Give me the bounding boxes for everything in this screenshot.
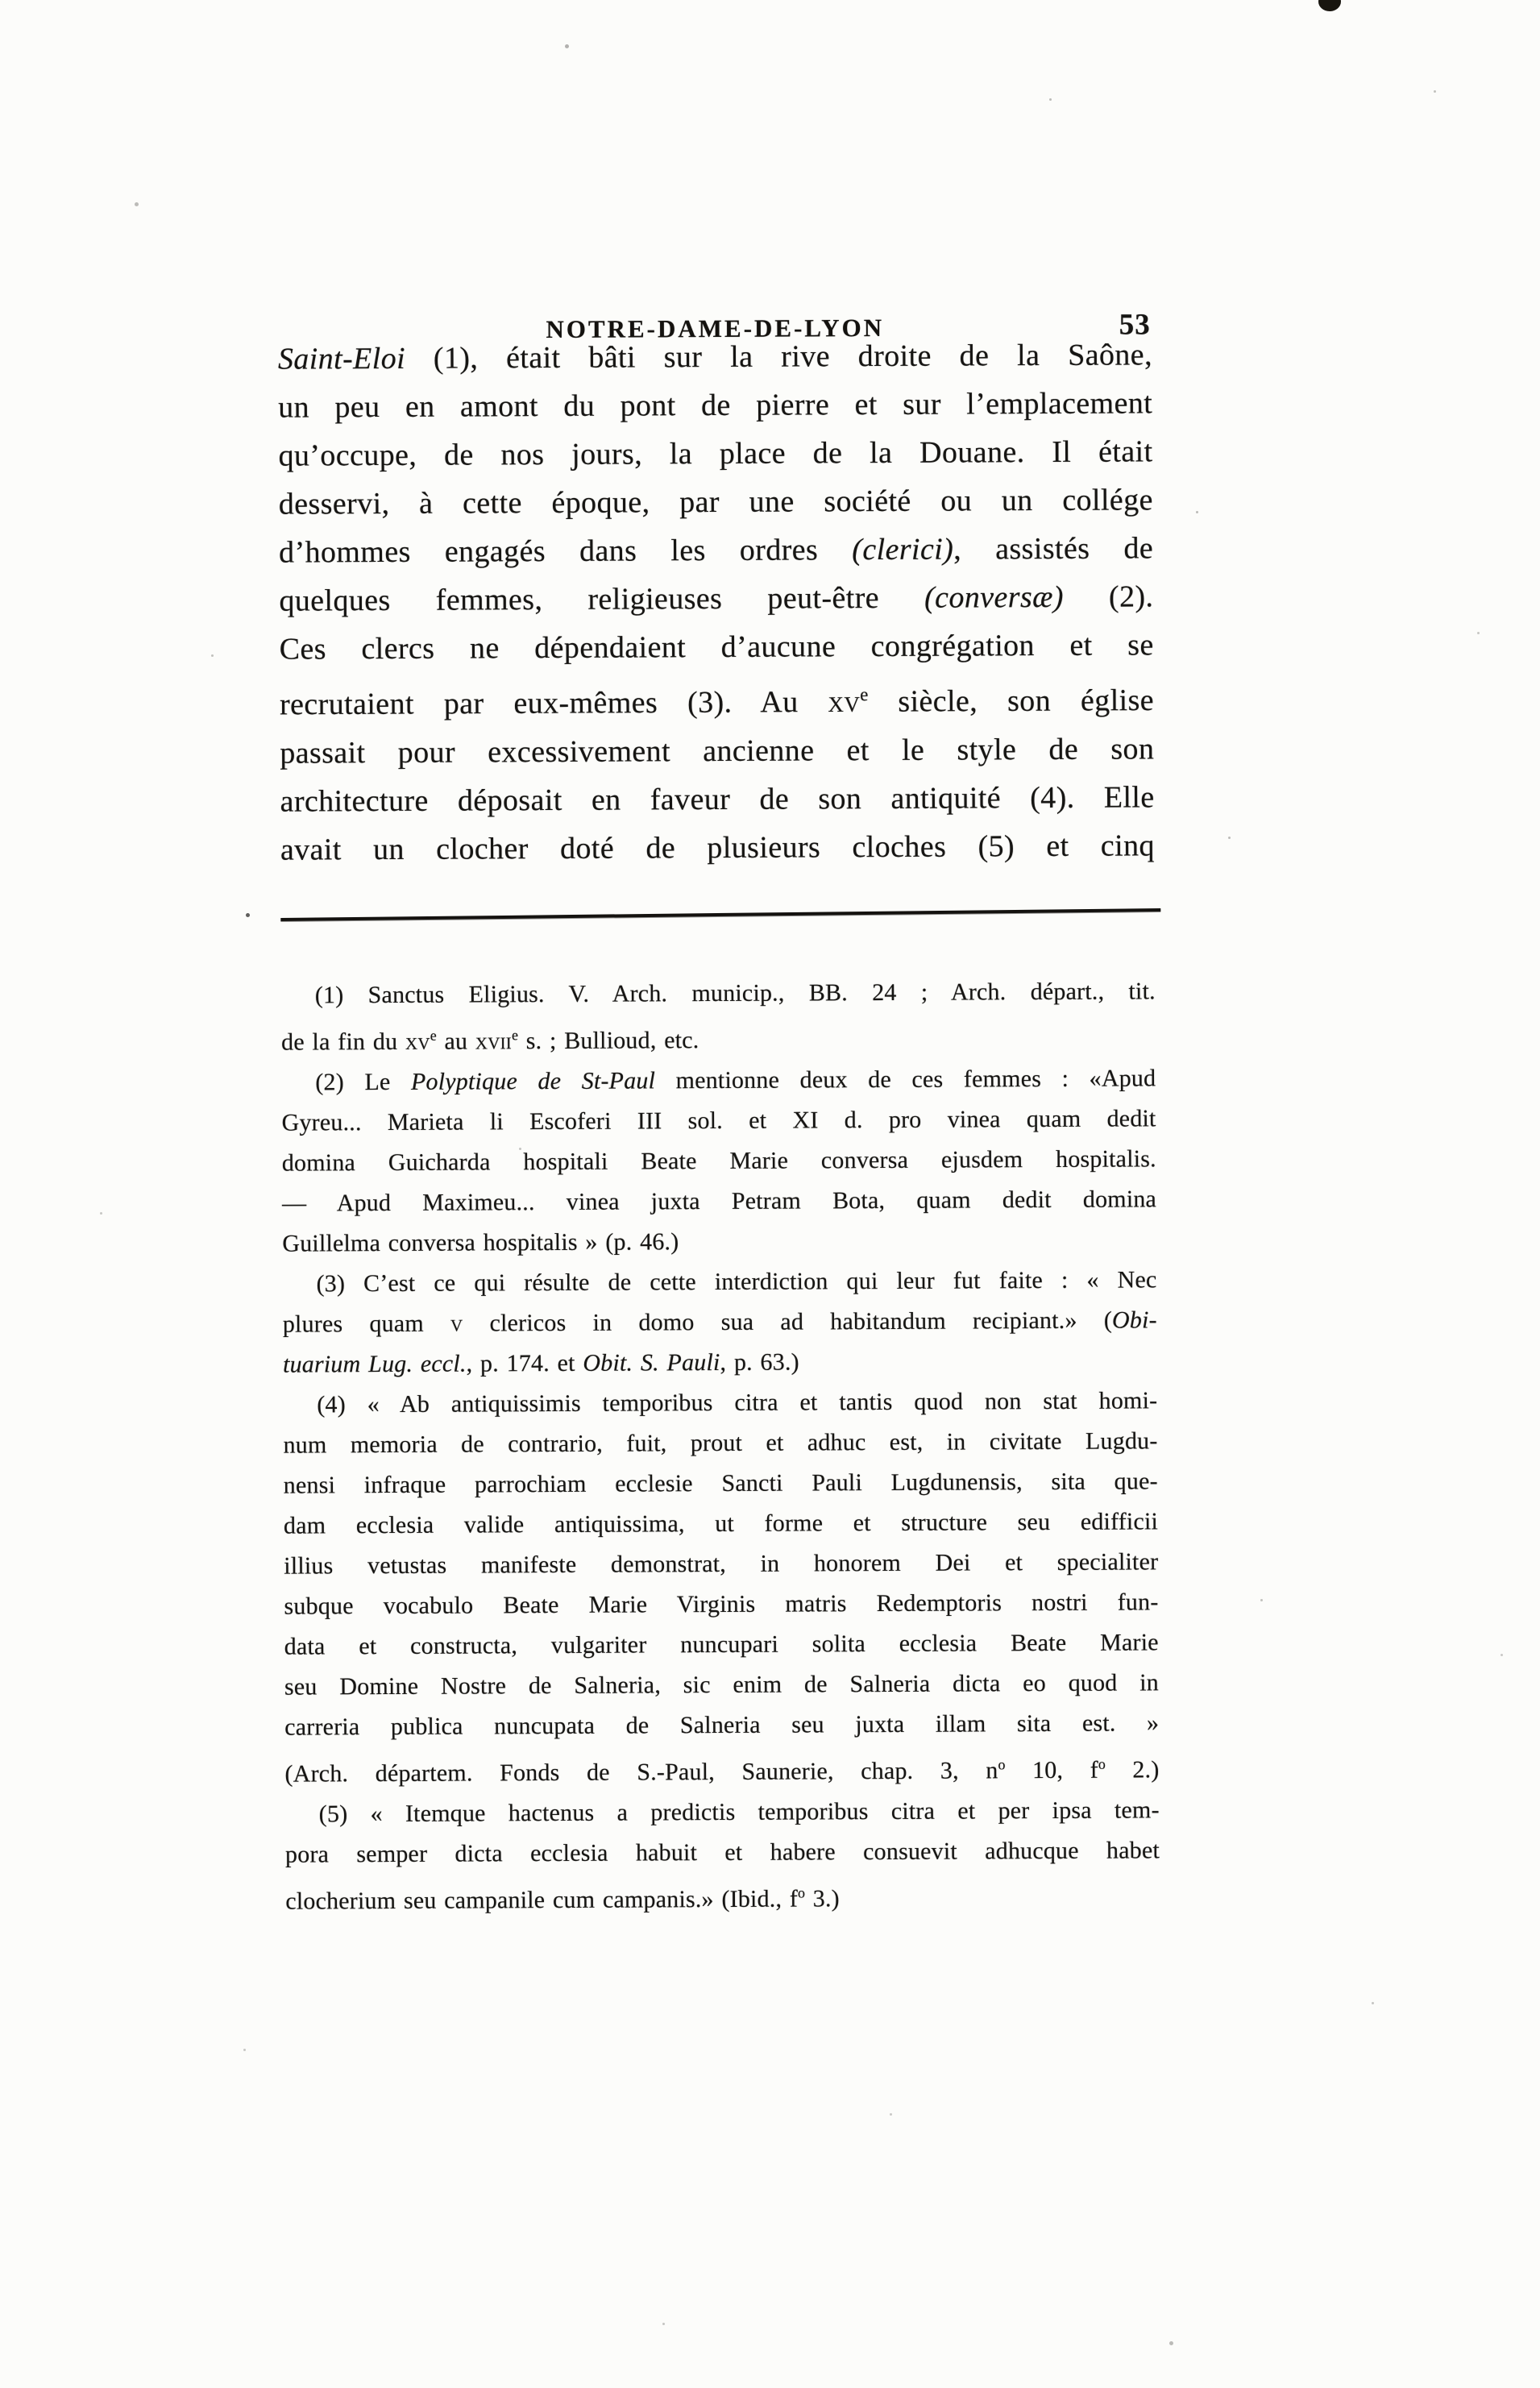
- text-line: [282, 1260, 1156, 1304]
- text-line: [284, 1663, 1159, 1707]
- page-content: [276, 0, 1162, 2388]
- superscript-text: o: [1098, 1755, 1106, 1772]
- text-run: mentionne deux de ces femmes : «Apud: [655, 1065, 1156, 1094]
- text-run: d’hommes engagés dans les ordres: [279, 533, 853, 570]
- text-run: num memoria de contrario, fuit, prout et adhuc est, in civitate Lugdu-: [283, 1427, 1158, 1459]
- text-line: [285, 1790, 1160, 1834]
- text-run: (1) Sanctus Eligius. V. Arch. municip., BB. 24 ; Arch. départ., tit.: [314, 978, 1156, 1009]
- superscript-text: e: [860, 684, 869, 705]
- italic-text: Polyptique de St-Paul: [410, 1067, 656, 1095]
- superscript-text: e: [511, 1027, 518, 1044]
- text-line: [283, 1340, 1157, 1385]
- superscript-text: e: [430, 1027, 437, 1044]
- text-line: [280, 725, 1154, 777]
- footnote-5: [285, 1790, 1160, 1921]
- superscript-text: o: [797, 1884, 806, 1901]
- text-line: [281, 1011, 1156, 1062]
- text-run: desservi, à cette époque, par une société ou un collége: [278, 483, 1153, 521]
- text-run: , p. 174. et: [466, 1349, 583, 1377]
- text-line: [278, 330, 1152, 383]
- text-run: carreria publica nuncupata de Salneria seu juxta illam sita est. »: [284, 1709, 1160, 1741]
- text-run: qu’occupe, de nos jours, la place de la Douane. Il était: [278, 434, 1153, 473]
- text-run: (Arch. départem. Fonds de S.-Paul, Saunerie, chap. 3, n: [284, 1757, 998, 1788]
- text-run: (3) C’est ce qui résulte de cette interdiction qui leur fut faite : « Nec: [316, 1266, 1157, 1298]
- text-line: [280, 669, 1154, 729]
- footnote-2: [281, 1058, 1156, 1264]
- text-line: [282, 1219, 1156, 1264]
- text-line: [284, 1622, 1159, 1667]
- text-line: [279, 572, 1153, 625]
- text-run: plures quam: [282, 1310, 451, 1338]
- text-run: siècle, son église: [868, 683, 1155, 719]
- text-run: Guillelma conversa hospitalis » (p. 46.): [282, 1228, 679, 1257]
- text-run: data et constructa, vulgariter nuncupari solita ecclesia Beate Marie: [284, 1629, 1159, 1660]
- italic-text: (conversæ): [924, 579, 1065, 615]
- footnote-3: [282, 1260, 1157, 1385]
- paper-specks: [0, 0, 2, 2]
- text-run: seu Domine Nostre de Salneria, sic enim de Salneria dicta eo quod in: [284, 1669, 1160, 1701]
- text-line: [279, 476, 1153, 528]
- text-line: [280, 821, 1155, 874]
- text-line: [284, 1743, 1159, 1794]
- text-run: , assistés de: [953, 531, 1154, 567]
- text-run: de la fin du: [280, 1028, 406, 1056]
- body-text: [278, 330, 1155, 874]
- text-line: [285, 1830, 1160, 1875]
- footnote-separator: [280, 908, 1160, 921]
- text-run: (1), était bâti sur la rive droite de la Saône,: [405, 338, 1153, 376]
- text-line: [280, 621, 1154, 673]
- text-run: (2).: [1063, 579, 1154, 614]
- text-line: [281, 1098, 1156, 1143]
- text-line: [278, 379, 1152, 431]
- text-run: avait un clocher doté de plusieurs cloches (5) et cinq: [280, 829, 1155, 867]
- text-run: (2) Le: [315, 1068, 412, 1096]
- text-line: [279, 524, 1153, 576]
- text-run: quelques femmes, religieuses peut-être: [279, 580, 925, 618]
- text-run: recrutaient par eux-mêmes (3). Au: [279, 684, 828, 722]
- text-run: , p. 63.): [720, 1348, 799, 1376]
- text-line: [283, 1381, 1157, 1425]
- text-line: [280, 773, 1154, 825]
- italic-text: (clerici): [852, 532, 954, 567]
- superscript-text: o: [998, 1756, 1006, 1773]
- footnote-4: [283, 1381, 1159, 1794]
- text-run: 2.): [1105, 1756, 1160, 1784]
- page-title: NOTRE-DAME-DE-LYON: [546, 313, 885, 344]
- text-run: dam ecclesia valide antiquissima, ut forme et structure seu edifficii: [283, 1508, 1159, 1539]
- text-line: [284, 1703, 1159, 1747]
- text-line: [284, 1461, 1158, 1505]
- text-line: [281, 1058, 1156, 1103]
- text-run: (4) « Ab antiquissimis temporibus citra et tantis quod non stat homi-: [317, 1387, 1158, 1418]
- text-run: (5) « Itemque hactenus a predictis temporibus citra et per ipsa tem-: [318, 1796, 1160, 1828]
- italic-text: Saint-Eloi: [277, 341, 406, 376]
- text-line: [282, 1179, 1156, 1223]
- text-line: [283, 1300, 1157, 1344]
- smallcaps-text: xv: [828, 684, 861, 719]
- text-run: nensi infraque parrochiam ecclesie Sancti Pauli Lugdunensis, sita que-: [283, 1468, 1158, 1499]
- text-line: [284, 1542, 1158, 1586]
- text-run: architecture déposait en faveur de son antiquité (4). Elle: [280, 780, 1155, 819]
- smallcaps-text: xvii: [475, 1028, 513, 1055]
- text-run: un peu en amont du pont de pierre et sur l’emplacement: [278, 386, 1153, 425]
- footnote-1: [281, 971, 1156, 1062]
- text-line: [282, 1139, 1156, 1183]
- text-run: passait pour excessivement ancienne et le style de son: [280, 732, 1155, 770]
- page-number: 53: [1119, 308, 1151, 342]
- text-run: au: [436, 1028, 475, 1055]
- footnotes-section: [281, 971, 1160, 1921]
- italic-text: Obi-: [1111, 1306, 1157, 1334]
- italic-text: Obit. S. Pauli: [583, 1348, 720, 1377]
- text-line: [284, 1582, 1158, 1626]
- ink-blot-artifact: [1318, 0, 1341, 11]
- text-run: — Apud Maximeu... vinea juxta Petram Bota, quam dedit domina: [281, 1186, 1157, 1217]
- text-run: subque vocabulo Beate Marie Virginis matris Redemptoris nostri fun-: [284, 1589, 1159, 1620]
- text-run: Ces clercs ne dépendaient d’aucune congrégation et se: [279, 628, 1154, 667]
- text-line: [278, 427, 1152, 480]
- text-line: [284, 1501, 1158, 1546]
- text-run: illius vetustas manifeste demonstrat, in honorem Dei et specialiter: [284, 1548, 1159, 1580]
- text-run: s. ; Bullioud, etc.: [517, 1027, 699, 1055]
- text-run: domina Guicharda hospitali Beate Marie conversa ejusdem hospitalis.: [281, 1145, 1156, 1177]
- smallcaps-text: xv: [405, 1028, 430, 1055]
- text-line: [281, 971, 1156, 1015]
- text-line: [285, 1871, 1160, 1921]
- text-run: 3.): [804, 1885, 840, 1912]
- text-line: [283, 1421, 1157, 1465]
- italic-text: tuarium Lug. eccl.: [282, 1350, 467, 1378]
- text-run: 10, f: [1005, 1756, 1098, 1784]
- text-run: clericos in domo sua ad habitandum recipiant.» (: [463, 1306, 1113, 1337]
- smallcaps-text: v: [450, 1310, 463, 1337]
- text-run: Gyreu... Marieta li Escoferi III sol. et XI d. pro vinea quam dedit: [281, 1105, 1156, 1136]
- text-run: clocherium seu campanile cum campanis.» (Ibid., f: [285, 1885, 799, 1915]
- text-run: pora semper dicta ecclesia habuit et habere consuevit adhucque habet: [284, 1837, 1160, 1868]
